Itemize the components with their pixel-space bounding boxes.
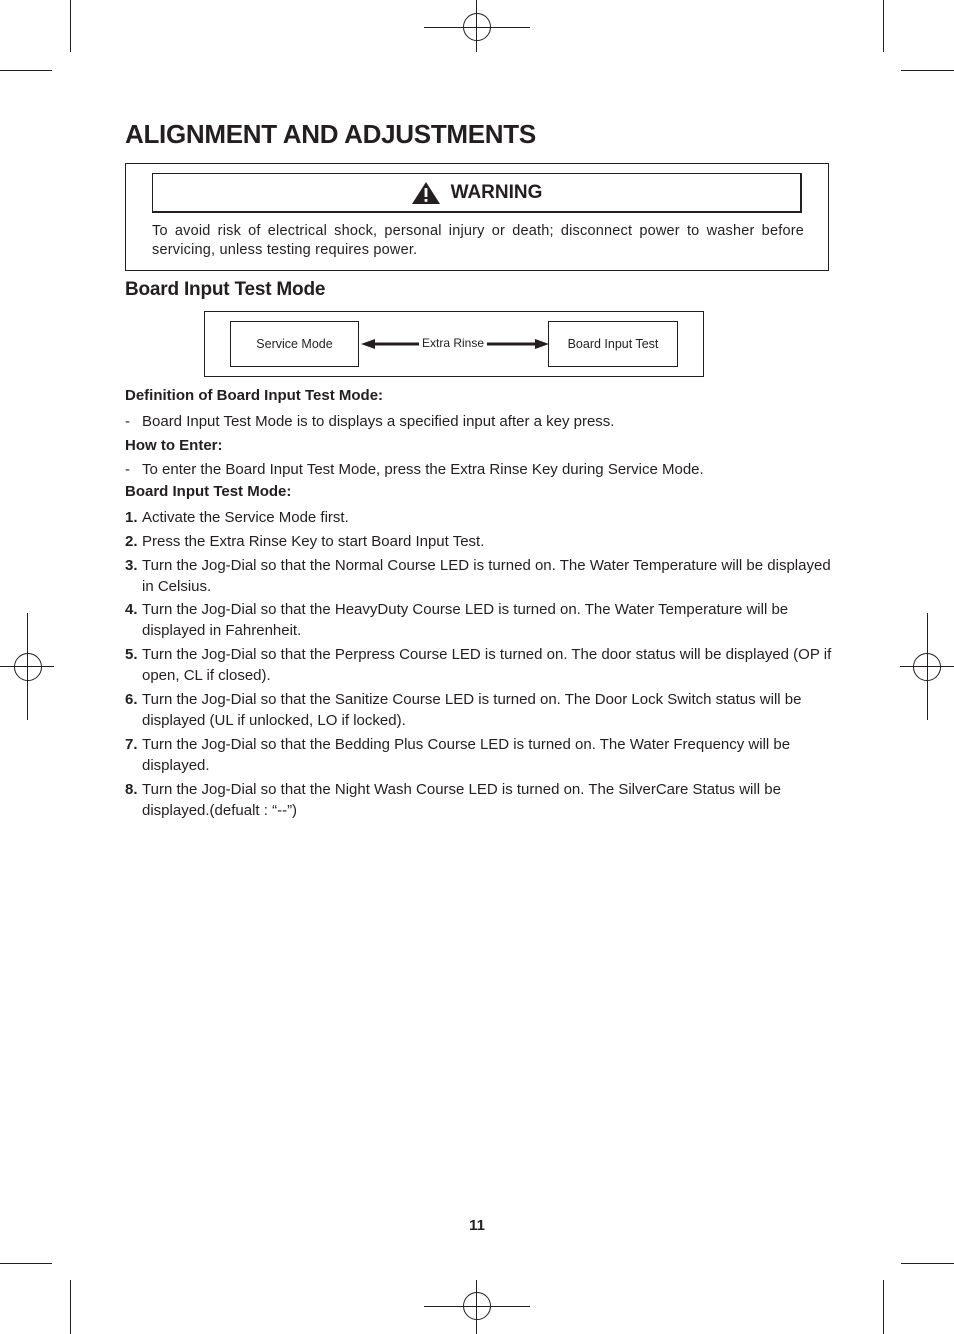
definition-dash: - (125, 413, 130, 430)
step-number: 1. (125, 509, 138, 526)
flow-box-service-mode: Service Mode (230, 321, 359, 367)
step-text: Turn the Jog-Dial so that the Normal Course LED is turned on. The Water Temperature will be displayed in Celsius. (142, 557, 831, 595)
step-text: Activate the Service Mode first. (142, 509, 349, 526)
enter-dash: - (125, 461, 130, 478)
enter-heading: How to Enter: (125, 437, 223, 454)
flow-label-extra-rinse: Extra Rinse (422, 336, 485, 350)
step-number: 8. (125, 781, 138, 798)
step-number: 5. (125, 646, 138, 663)
step-number: 4. (125, 601, 138, 618)
warning-text: To avoid risk of electrical shock, personal injury or death; disconnect power to washer before servicing, unless testing requires power. (152, 223, 804, 258)
step-text: Turn the Jog-Dial so that the Bedding Plus Course LED is turned on. The Water Frequency will be displayed. (142, 736, 791, 774)
enter-text: To enter the Board Input Test Mode, press the Extra Rinse Key during Service Mode. (142, 461, 704, 478)
flow-arrowhead-left (361, 339, 375, 349)
warning-header (152, 173, 802, 213)
mode-flow-diagram (204, 311, 704, 377)
step-number: 6. (125, 691, 138, 708)
warning-triangle-icon (411, 181, 441, 205)
step-text: Turn the Jog-Dial so that the Sanitize Course LED is turned on. The Door Lock Switch status will be displayed (UL if unlocked, LO if locked). (142, 691, 802, 729)
flow-box-board-input-test: Board Input Test (548, 321, 678, 367)
flow-arrowhead-right (535, 339, 549, 349)
definition-text: Board Input Test Mode is to displays a specified input after a key press. (142, 413, 615, 430)
step-text: Turn the Jog-Dial so that the HeavyDuty Course LED is turned on. The Water Temperature will be displayed in Fahrenheit. (142, 601, 789, 639)
page-title: ALIGNMENT AND ADJUSTMENTS (125, 119, 536, 149)
step-number: 2. (125, 533, 138, 550)
section-title: Board Input Test Mode (125, 279, 326, 300)
definition-heading: Definition of Board Input Test Mode: (125, 387, 384, 404)
step-text: Press the Extra Rinse Key to start Board Input Test. (142, 533, 485, 550)
step-text: Turn the Jog-Dial so that the Night Wash Course LED is turned on. The SilverCare Status will be displayed.(defualt : “--”) (142, 781, 781, 819)
page-number: 11 (469, 1217, 485, 1234)
warning-box (125, 163, 829, 271)
warning-label: WARNING (450, 181, 543, 203)
step-number: 7. (125, 736, 138, 753)
step-text: Turn the Jog-Dial so that the Perpress Course LED is turned on. The door status will be displayed (OP if open, CL if closed). (142, 646, 832, 684)
step-number: 3. (125, 557, 138, 574)
steps-heading: Board Input Test Mode: (125, 483, 292, 500)
